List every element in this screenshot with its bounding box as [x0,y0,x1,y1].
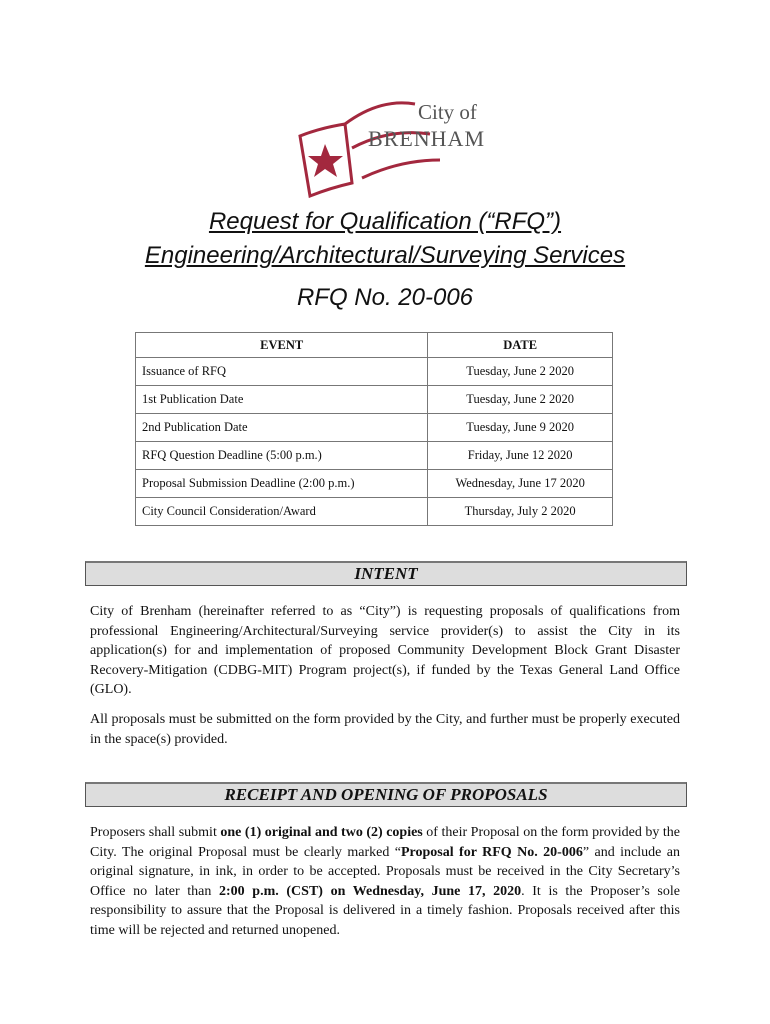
date-cell: Wednesday, June 17 2020 [428,470,613,498]
city-of-brenham-logo [290,88,490,198]
bold-text: one (1) original and two (2) copies [220,825,423,840]
text: Proposers shall submit [90,825,221,840]
table-row [136,470,613,498]
title-line-1: Request for Qualification (“RFQ”) [208,208,562,235]
table-row [136,498,613,526]
table-row [136,414,613,442]
intent-heading: INTENT [85,561,687,586]
event-cell: 2nd Publication Date [136,414,428,442]
receipt-heading: RECEIPT AND OPENING OF PROPOSALS [85,782,687,807]
event-cell: City Council Consideration/Award [136,498,428,526]
date-cell: Friday, June 12 2020 [428,442,613,470]
bold-text: Proposal for RFQ No. 20-006 [400,844,583,860]
event-cell: RFQ Question Deadline (5:00 p.m.) [136,442,428,470]
event-cell: 1st Publication Date [136,386,428,414]
event-cell: Issuance of RFQ [136,358,428,386]
header-date: DATE [428,333,613,358]
table-header [136,333,613,358]
title-line-2: Engineering/Architectural/Surveying Services [144,242,626,269]
text: ” and include an original signature, in ink, in order to be accepted. Proposals must be received in the City Secretary’s Office no later than [90,844,680,899]
header-event: EVENT [136,333,428,358]
event-cell: Proposal Submission Deadline (2:00 p.m.) [136,470,428,498]
schedule-table [135,332,613,526]
table-row [136,442,613,470]
intent-paragraph-2: All proposals must be submitted on the form provided by the City, and further must be properly executed in the space(s) provided. [90,712,680,747]
date-cell: Thursday, July 2 2020 [428,498,613,526]
date-cell: Tuesday, June 9 2020 [428,414,613,442]
intent-paragraph-1: City of Brenham (hereinafter referred to as “City”) is requesting proposals of qualifications from professional Engineering/Architectural/Surveying service provider(s) to assist the City in its application(s) for and implementation of proposed Community Development Block Grant Disaster Recovery-Mitigation (CDBG-MIT) Program project(s), if funded by the Texas General Land Office (GLO). [90,604,680,698]
date-cell: Tuesday, June 2 2020 [428,386,613,414]
table-row [136,358,613,386]
bold-text: 2:00 p.m. (CST) on Wednesday, June 17, 2020 [219,883,522,899]
receipt-paragraph [90,823,680,941]
rfq-number: RFQ No. 20-006 [296,284,474,311]
table-row [136,386,613,414]
logo-brenham: BRENHAM [368,126,486,151]
logo-city-of: City of [418,100,477,124]
text: . It is the Proposer’s sole responsibility to assure that the Proposal is delivered in a timely fashion. Proposals received after this time will be rejected and returned unopened. [90,883,680,938]
text: of their Proposal on the form provided by the City. The original Proposal must be clearly marked “ [90,825,681,860]
date-cell: Tuesday, June 2 2020 [428,358,613,386]
